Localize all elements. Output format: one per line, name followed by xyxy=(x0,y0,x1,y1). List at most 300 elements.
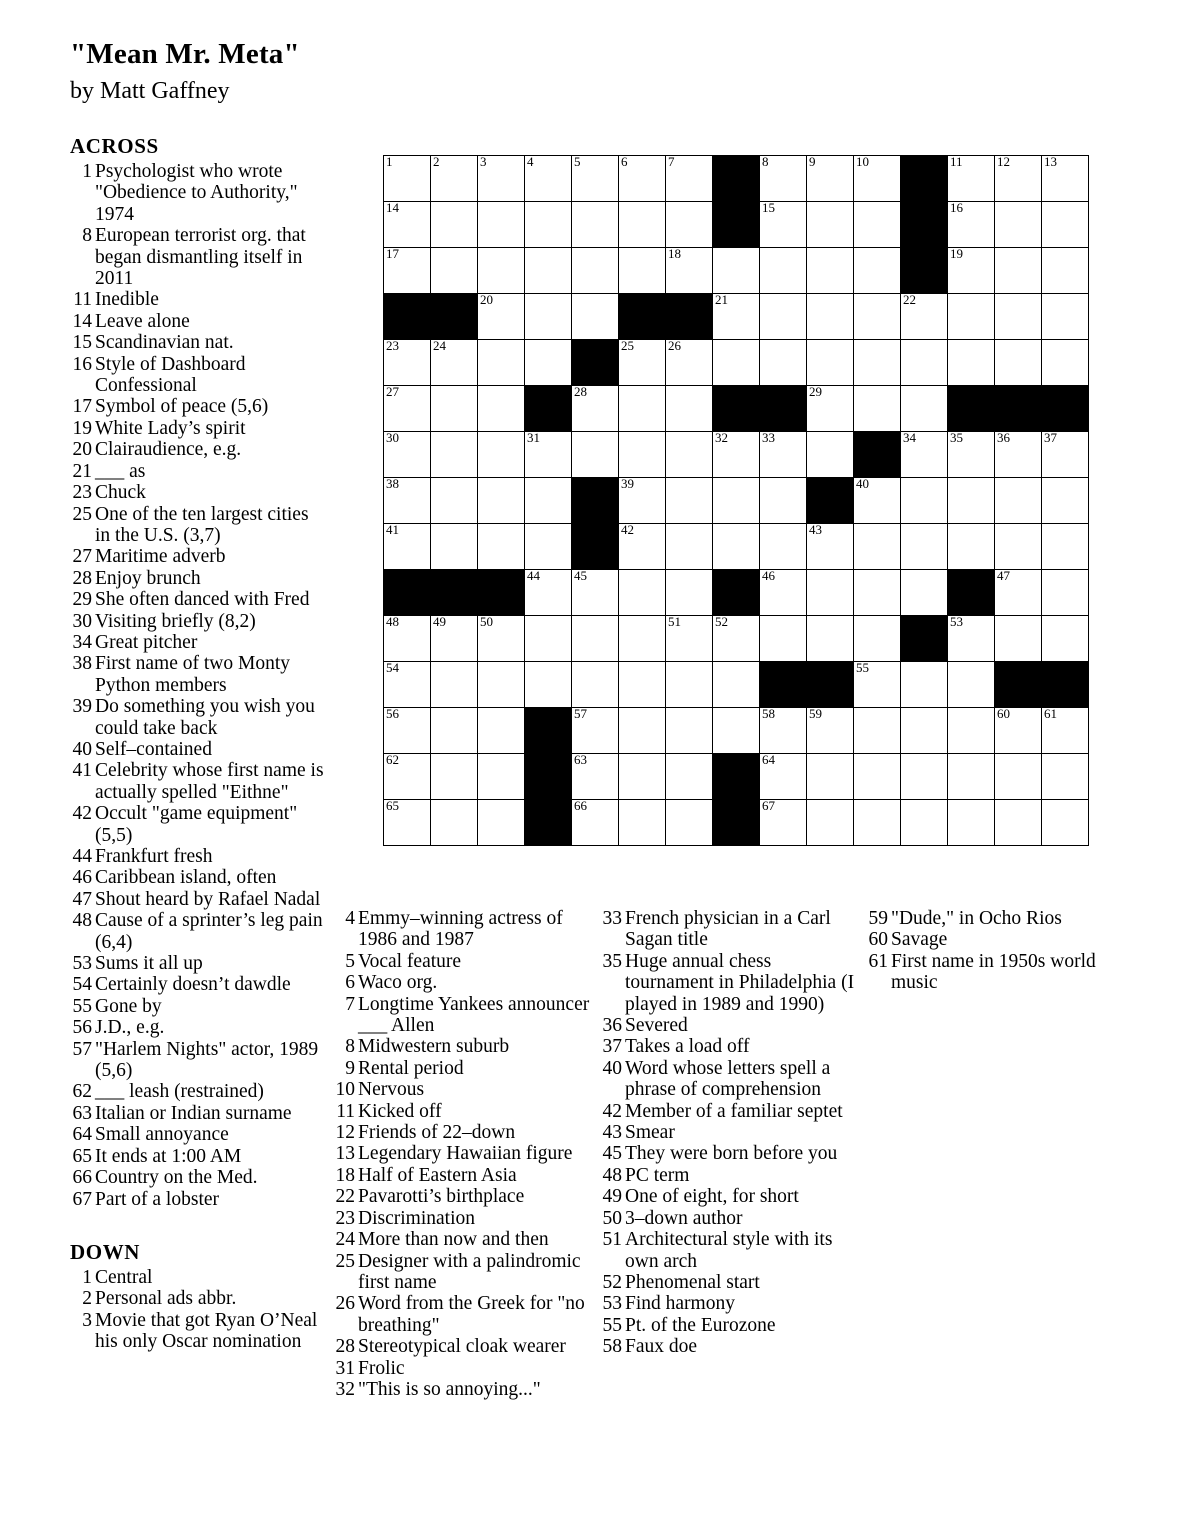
clue-text: Designer with a palindromic first name xyxy=(358,1250,581,1293)
down-clue[interactable] xyxy=(70,1267,325,1288)
down-clue[interactable] xyxy=(333,1379,591,1400)
down-clue[interactable] xyxy=(600,951,858,1015)
grid-cell[interactable] xyxy=(948,754,995,800)
grid-cell[interactable] xyxy=(807,754,854,800)
grid-cell[interactable] xyxy=(619,754,666,800)
grid-cell[interactable] xyxy=(384,800,431,846)
across-clue[interactable] xyxy=(70,611,325,632)
grid-cell[interactable] xyxy=(760,708,807,754)
grid-cell[interactable] xyxy=(572,616,619,662)
grid-cell[interactable] xyxy=(384,524,431,570)
grid-cell[interactable] xyxy=(666,340,713,386)
clue-text: Pt. of the Eurozone xyxy=(625,1314,776,1336)
grid-cell[interactable] xyxy=(948,478,995,524)
down-clue[interactable] xyxy=(70,1288,325,1309)
grid-cell[interactable] xyxy=(619,524,666,570)
grid-cell[interactable] xyxy=(948,294,995,340)
grid-cell[interactable] xyxy=(572,202,619,248)
grid-cell[interactable] xyxy=(948,340,995,386)
grid-cell[interactable] xyxy=(760,294,807,340)
grid-cell[interactable] xyxy=(760,570,807,616)
grid-cell[interactable] xyxy=(525,248,572,294)
grid-cell[interactable] xyxy=(901,662,948,708)
grid-cell[interactable] xyxy=(854,478,901,524)
grid-cell[interactable] xyxy=(995,478,1042,524)
across-clue[interactable] xyxy=(70,439,325,460)
grid-cell[interactable] xyxy=(572,662,619,708)
down-clue[interactable] xyxy=(600,1208,858,1229)
grid-cell[interactable] xyxy=(431,202,478,248)
grid-cell[interactable] xyxy=(995,202,1042,248)
grid-cell[interactable] xyxy=(384,478,431,524)
grid-cell[interactable] xyxy=(478,386,525,432)
grid-cell[interactable] xyxy=(525,202,572,248)
grid-cell[interactable] xyxy=(854,156,901,202)
grid-cell[interactable] xyxy=(713,432,760,478)
grid-cell[interactable] xyxy=(854,202,901,248)
across-clue[interactable] xyxy=(70,354,325,397)
grid-cell[interactable] xyxy=(854,754,901,800)
down-clue[interactable] xyxy=(600,1101,858,1122)
clue-number: 58 xyxy=(602,1336,622,1358)
grid-cell[interactable] xyxy=(760,800,807,846)
across-clue[interactable] xyxy=(70,161,325,225)
grid-cell[interactable] xyxy=(619,202,666,248)
grid-cell[interactable] xyxy=(713,616,760,662)
grid-cell[interactable] xyxy=(666,386,713,432)
grid-cell[interactable] xyxy=(854,708,901,754)
down-clue[interactable] xyxy=(333,1036,591,1057)
down-clue[interactable] xyxy=(866,951,1126,994)
grid-cell[interactable] xyxy=(666,616,713,662)
grid-cell[interactable] xyxy=(995,248,1042,294)
grid-cell[interactable] xyxy=(1042,570,1089,616)
grid-cell[interactable] xyxy=(948,662,995,708)
grid-cell[interactable] xyxy=(431,478,478,524)
grid-cell[interactable] xyxy=(995,294,1042,340)
across-clue[interactable] xyxy=(70,889,325,910)
grid-cell[interactable] xyxy=(525,156,572,202)
clue-text: One of the ten largest cities in the U.S. (3,7) xyxy=(95,503,309,546)
grid-cell-number: 38 xyxy=(386,476,399,491)
grid-block xyxy=(760,662,807,708)
clue-number: 59 xyxy=(868,908,888,929)
grid-cell[interactable] xyxy=(431,340,478,386)
grid-cell[interactable] xyxy=(948,156,995,202)
across-clue[interactable] xyxy=(70,1146,325,1167)
down-clue[interactable] xyxy=(600,1293,858,1314)
grid-cell[interactable] xyxy=(619,432,666,478)
clue-text: ___ leash (restrained) xyxy=(95,1081,264,1103)
across-clue[interactable] xyxy=(70,225,325,289)
grid-cell[interactable] xyxy=(948,616,995,662)
grid-cell[interactable] xyxy=(384,708,431,754)
across-clue[interactable] xyxy=(70,546,325,567)
grid-cell-number: 62 xyxy=(386,752,399,767)
grid-cell[interactable] xyxy=(995,156,1042,202)
clue-number: 49 xyxy=(602,1186,622,1208)
grid-cell[interactable] xyxy=(619,386,666,432)
grid-cell[interactable] xyxy=(713,248,760,294)
grid-cell[interactable] xyxy=(901,386,948,432)
grid-cell[interactable] xyxy=(525,662,572,708)
down-clue[interactable] xyxy=(600,1315,858,1336)
clue-number: 11 xyxy=(73,289,92,311)
down-clue[interactable] xyxy=(333,972,591,993)
grid-cell[interactable] xyxy=(666,156,713,202)
grid-cell[interactable] xyxy=(619,616,666,662)
across-clue[interactable] xyxy=(70,1103,325,1124)
grid-cell[interactable] xyxy=(666,708,713,754)
grid-cell[interactable] xyxy=(854,800,901,846)
grid-cell[interactable] xyxy=(478,800,525,846)
grid-cell[interactable] xyxy=(384,248,431,294)
grid-cell[interactable] xyxy=(572,386,619,432)
down-clue[interactable] xyxy=(333,1079,591,1100)
grid-cell[interactable] xyxy=(431,754,478,800)
grid-cell[interactable] xyxy=(807,386,854,432)
down-clue[interactable] xyxy=(600,1015,858,1036)
across-clue[interactable] xyxy=(70,653,325,696)
grid-cell[interactable] xyxy=(619,156,666,202)
down-clue[interactable] xyxy=(333,1058,591,1079)
grid-cell[interactable] xyxy=(1042,478,1089,524)
grid-cell[interactable] xyxy=(1042,248,1089,294)
grid-cell[interactable] xyxy=(901,478,948,524)
grid-cell-number: 40 xyxy=(856,476,869,491)
grid-cell[interactable] xyxy=(1042,340,1089,386)
grid-cell[interactable] xyxy=(384,386,431,432)
down-clue[interactable] xyxy=(333,1186,591,1207)
grid-cell[interactable] xyxy=(854,248,901,294)
grid-cell[interactable] xyxy=(619,478,666,524)
grid-cell[interactable] xyxy=(525,478,572,524)
grid-cell[interactable] xyxy=(713,340,760,386)
down-clue[interactable] xyxy=(866,929,1126,950)
across-clue[interactable] xyxy=(70,1017,325,1038)
grid-cell-number: 15 xyxy=(762,200,775,215)
grid-cell[interactable] xyxy=(948,800,995,846)
grid-cell[interactable] xyxy=(1042,202,1089,248)
grid-cell[interactable] xyxy=(807,708,854,754)
down-clue[interactable] xyxy=(333,1293,591,1336)
grid-cell[interactable] xyxy=(1042,800,1089,846)
grid-cell[interactable] xyxy=(525,616,572,662)
grid-cell[interactable] xyxy=(572,754,619,800)
clue-text: Part of a lobster xyxy=(95,1188,220,1210)
clue-text: Takes a load off xyxy=(625,1036,750,1058)
grid-cell[interactable] xyxy=(807,570,854,616)
grid-cell[interactable] xyxy=(525,432,572,478)
grid-cell[interactable] xyxy=(713,662,760,708)
grid-cell[interactable] xyxy=(901,754,948,800)
across-clue[interactable] xyxy=(70,1167,325,1188)
clue-text: Legendary Hawaiian figure xyxy=(358,1143,573,1165)
grid-cell[interactable] xyxy=(384,754,431,800)
down-clue[interactable] xyxy=(333,1336,591,1357)
down-clue[interactable] xyxy=(333,1251,591,1294)
down-clue[interactable] xyxy=(333,1143,591,1164)
grid-cell[interactable] xyxy=(948,432,995,478)
across-clue[interactable] xyxy=(70,332,325,353)
grid-block xyxy=(431,570,478,616)
grid-cell[interactable] xyxy=(619,248,666,294)
grid-row xyxy=(384,524,1089,570)
down-clue[interactable] xyxy=(333,1101,591,1122)
grid-cell-number: 9 xyxy=(809,154,816,169)
grid-cell[interactable] xyxy=(807,156,854,202)
grid-cell[interactable] xyxy=(478,662,525,708)
grid-cell[interactable] xyxy=(901,294,948,340)
across-clue[interactable] xyxy=(70,953,325,974)
grid-cell[interactable] xyxy=(995,432,1042,478)
across-clue[interactable] xyxy=(70,461,325,482)
grid-block xyxy=(525,800,572,846)
clue-text: Longtime Yankees announcer ___ Allen xyxy=(358,993,590,1037)
across-clue[interactable] xyxy=(70,632,325,653)
grid-cell[interactable] xyxy=(431,800,478,846)
grid-cell[interactable] xyxy=(619,570,666,616)
across-clue[interactable] xyxy=(70,289,325,310)
grid-cell[interactable] xyxy=(948,248,995,294)
down-clue[interactable] xyxy=(600,908,858,951)
grid-cell[interactable] xyxy=(854,340,901,386)
across-clue[interactable] xyxy=(70,1039,325,1082)
grid-cell[interactable] xyxy=(995,570,1042,616)
grid-cell[interactable] xyxy=(431,524,478,570)
grid-cell[interactable] xyxy=(807,294,854,340)
down-clue[interactable] xyxy=(600,1058,858,1101)
across-clue[interactable] xyxy=(70,1189,325,1210)
grid-cell[interactable] xyxy=(478,202,525,248)
clue-number: 13 xyxy=(335,1143,355,1165)
grid-cell[interactable] xyxy=(854,570,901,616)
grid-cell[interactable] xyxy=(384,340,431,386)
grid-cell[interactable] xyxy=(713,524,760,570)
down-clue[interactable] xyxy=(600,1229,858,1272)
grid-cell-number: 39 xyxy=(621,476,634,491)
across-clue[interactable] xyxy=(70,996,325,1017)
across-clue[interactable] xyxy=(70,396,325,417)
across-clue[interactable] xyxy=(70,1081,325,1102)
grid-cell[interactable] xyxy=(384,156,431,202)
grid-cell[interactable] xyxy=(1042,524,1089,570)
grid-cell[interactable] xyxy=(478,616,525,662)
grid-cell[interactable] xyxy=(666,524,713,570)
down-clue[interactable] xyxy=(600,1272,858,1293)
grid-cell[interactable] xyxy=(666,754,713,800)
grid-cell[interactable] xyxy=(572,570,619,616)
grid-cell[interactable] xyxy=(572,708,619,754)
grid-cell[interactable] xyxy=(431,248,478,294)
grid-row xyxy=(384,800,1089,846)
across-clue[interactable] xyxy=(70,568,325,589)
down-clue[interactable] xyxy=(600,1186,858,1207)
grid-cell[interactable] xyxy=(572,432,619,478)
grid-cell[interactable] xyxy=(1042,616,1089,662)
down-clue[interactable] xyxy=(333,1229,591,1250)
down-clue[interactable] xyxy=(333,908,591,951)
clue-text: Shout heard by Rafael Nadal xyxy=(95,888,321,910)
grid-cell[interactable] xyxy=(807,432,854,478)
crossword-grid[interactable] xyxy=(383,155,1089,846)
grid-cell[interactable] xyxy=(760,340,807,386)
grid-cell[interactable] xyxy=(666,570,713,616)
across-clue[interactable] xyxy=(70,311,325,332)
grid-cell[interactable] xyxy=(948,524,995,570)
grid-cell[interactable] xyxy=(666,662,713,708)
across-clue[interactable] xyxy=(70,1124,325,1145)
grid-cell[interactable] xyxy=(666,478,713,524)
grid-cell[interactable] xyxy=(713,294,760,340)
clue-number: 42 xyxy=(72,803,92,825)
grid-cell[interactable] xyxy=(525,340,572,386)
grid-cell[interactable] xyxy=(760,524,807,570)
grid-cell[interactable] xyxy=(713,708,760,754)
clue-text: Rental period xyxy=(358,1057,464,1079)
down-clue[interactable] xyxy=(600,1036,858,1057)
grid-cell[interactable] xyxy=(760,432,807,478)
down-clue[interactable] xyxy=(600,1122,858,1143)
grid-cell[interactable] xyxy=(431,616,478,662)
grid-cell[interactable] xyxy=(760,478,807,524)
across-clue[interactable] xyxy=(70,910,325,953)
grid-cell[interactable] xyxy=(854,524,901,570)
grid-cell[interactable] xyxy=(384,616,431,662)
grid-cell[interactable] xyxy=(995,340,1042,386)
down-clue[interactable] xyxy=(600,1143,858,1164)
grid-cell[interactable] xyxy=(854,294,901,340)
grid-cell[interactable] xyxy=(995,616,1042,662)
grid-cell[interactable] xyxy=(478,248,525,294)
grid-cell[interactable] xyxy=(619,800,666,846)
grid-cell[interactable] xyxy=(572,800,619,846)
grid-cell[interactable] xyxy=(666,248,713,294)
grid-cell[interactable] xyxy=(1042,708,1089,754)
grid-cell[interactable] xyxy=(384,202,431,248)
grid-cell[interactable] xyxy=(478,340,525,386)
grid-cell[interactable] xyxy=(760,616,807,662)
grid-cell[interactable] xyxy=(431,432,478,478)
down-clue[interactable] xyxy=(333,951,591,972)
grid-cell[interactable] xyxy=(901,524,948,570)
grid-cell[interactable] xyxy=(807,340,854,386)
grid-cell[interactable] xyxy=(478,294,525,340)
across-clue[interactable] xyxy=(70,739,325,760)
grid-cell[interactable] xyxy=(478,156,525,202)
grid-cell[interactable] xyxy=(807,524,854,570)
grid-cell[interactable] xyxy=(478,524,525,570)
grid-cell[interactable] xyxy=(1042,156,1089,202)
grid-cell[interactable] xyxy=(948,708,995,754)
grid-block xyxy=(901,202,948,248)
down-clue[interactable] xyxy=(333,1165,591,1186)
grid-cell[interactable] xyxy=(854,616,901,662)
grid-cell[interactable] xyxy=(713,478,760,524)
grid-cell[interactable] xyxy=(619,708,666,754)
grid-cell[interactable] xyxy=(854,386,901,432)
across-clue[interactable] xyxy=(70,589,325,610)
grid-cell[interactable] xyxy=(807,616,854,662)
grid-cell[interactable] xyxy=(948,202,995,248)
grid-cell[interactable] xyxy=(478,754,525,800)
across-clue[interactable] xyxy=(70,974,325,995)
grid-cell[interactable] xyxy=(807,202,854,248)
across-clue[interactable] xyxy=(70,803,325,846)
grid-cell[interactable] xyxy=(995,754,1042,800)
across-clue[interactable] xyxy=(70,867,325,888)
grid-cell[interactable] xyxy=(666,432,713,478)
down-clue[interactable] xyxy=(866,908,1126,929)
down-clue[interactable] xyxy=(600,1165,858,1186)
down-clue[interactable] xyxy=(70,1310,325,1353)
grid-cell[interactable] xyxy=(807,800,854,846)
grid-cell[interactable] xyxy=(478,478,525,524)
grid-cell[interactable] xyxy=(901,708,948,754)
down-clue[interactable] xyxy=(600,1336,858,1357)
grid-cell[interactable] xyxy=(384,432,431,478)
across-clue[interactable] xyxy=(70,696,325,739)
grid-cell[interactable] xyxy=(1042,754,1089,800)
grid-cell[interactable] xyxy=(478,708,525,754)
grid-cell[interactable] xyxy=(431,156,478,202)
grid-cell[interactable] xyxy=(901,432,948,478)
down-clue[interactable] xyxy=(333,1122,591,1143)
grid-cell[interactable] xyxy=(619,662,666,708)
grid-cell[interactable] xyxy=(525,294,572,340)
grid-cell[interactable] xyxy=(1042,432,1089,478)
grid-cell-number: 17 xyxy=(386,246,399,261)
grid-row xyxy=(384,662,1089,708)
grid-cell[interactable] xyxy=(525,570,572,616)
down-clue[interactable] xyxy=(333,994,591,1037)
grid-cell[interactable] xyxy=(1042,294,1089,340)
across-clue[interactable] xyxy=(70,418,325,439)
grid-cell[interactable] xyxy=(572,156,619,202)
across-clue[interactable] xyxy=(70,760,325,803)
grid-cell[interactable] xyxy=(619,340,666,386)
grid-cell[interactable] xyxy=(760,754,807,800)
grid-cell[interactable] xyxy=(854,662,901,708)
grid-cell[interactable] xyxy=(901,800,948,846)
across-clue[interactable] xyxy=(70,482,325,503)
grid-cell[interactable] xyxy=(995,708,1042,754)
grid-cell[interactable] xyxy=(431,662,478,708)
grid-cell[interactable] xyxy=(666,800,713,846)
grid-cell[interactable] xyxy=(525,524,572,570)
grid-cell[interactable] xyxy=(901,340,948,386)
across-clue[interactable] xyxy=(70,846,325,867)
grid-cell[interactable] xyxy=(431,708,478,754)
grid-cell[interactable] xyxy=(760,202,807,248)
grid-cell[interactable] xyxy=(901,570,948,616)
grid-cell[interactable] xyxy=(666,202,713,248)
grid-cell[interactable] xyxy=(384,662,431,708)
grid-cell[interactable] xyxy=(572,294,619,340)
grid-cell[interactable] xyxy=(995,800,1042,846)
grid-cell[interactable] xyxy=(995,524,1042,570)
grid-cell[interactable] xyxy=(478,432,525,478)
grid-cell[interactable] xyxy=(572,248,619,294)
grid-cell[interactable] xyxy=(760,156,807,202)
down-clue[interactable] xyxy=(333,1208,591,1229)
down-clue[interactable] xyxy=(333,1358,591,1379)
across-clue[interactable] xyxy=(70,504,325,547)
grid-row xyxy=(384,478,1089,524)
grid-cell[interactable] xyxy=(760,248,807,294)
grid-cell[interactable] xyxy=(807,248,854,294)
grid-cell[interactable] xyxy=(431,386,478,432)
